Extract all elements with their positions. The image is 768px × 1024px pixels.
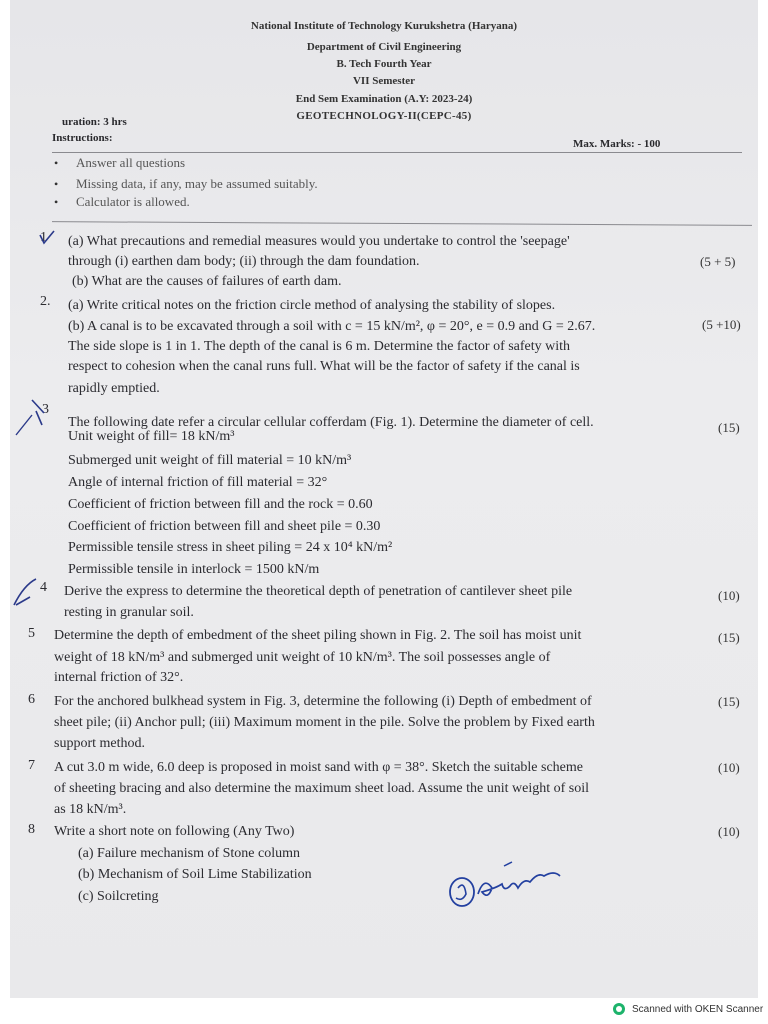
question-line: Permissible tensile stress in sheet piling = 24 x 10⁴ kN/m² [68, 540, 393, 555]
question-line: A cut 3.0 m wide, 6.0 deep is proposed in moist sand with φ = 38°. Sketch the suitable scheme [54, 760, 583, 775]
question-marks: (10) [718, 760, 740, 775]
question-line: Coefficient of friction between fill and the rock = 0.60 [68, 497, 373, 512]
question-number: 6 [28, 692, 35, 707]
question-line: (b) Mechanism of Soil Lime Stabilization [78, 867, 312, 882]
question-line: respect to cohesion when the canal runs full. What will be the factor of safety if the canal is [68, 359, 580, 374]
question-marks: (15) [718, 630, 740, 645]
question-marks: (10) [718, 824, 740, 839]
question-marks: (5 +10) [702, 317, 741, 332]
question-line: For the anchored bulkhead system in Fig. 3, determine the following (i) Depth of embedment of [54, 694, 592, 709]
question-line: Permissible tensile in interlock = 1500 kN/m [68, 562, 320, 577]
question-number: 4 [40, 580, 47, 595]
question-line: weight of 18 kN/m³ and submerged unit weight of 10 kN/m³. The soil possesses angle of [54, 650, 551, 665]
question-line: Derive the express to determine the theoretical depth of penetration of cantilever sheet pile [64, 584, 573, 599]
institute-name: National Institute of Technology Kurukshetra (Haryana) [250, 20, 518, 32]
instruction-item: • Missing data, if any, may be assumed suitably. [54, 176, 318, 191]
question-number: 8 [28, 822, 35, 837]
question-number: 2. [40, 294, 51, 309]
question-marks: (15) [718, 420, 740, 435]
question-number: 3 [42, 402, 49, 417]
question-line: (a) Failure mechanism of Stone column [78, 846, 300, 861]
scanner-watermark [612, 1002, 763, 1016]
question-number: 1 [40, 230, 47, 245]
instructions-heading: Instructions: [52, 132, 113, 144]
scanner-logo-icon [612, 1002, 626, 1016]
instruction-item: • Calculator is allowed. [54, 194, 190, 209]
question-line: sheet pile; (ii) Anchor pull; (iii) Maximum moment in the pile. Solve the problem by Fixed earth [54, 715, 595, 730]
question-line: The following date refer a circular cellular cofferdam (Fig. 1). Determine the diameter of cell. [68, 415, 594, 430]
question-line: Unit weight of fill= 18 kN/m³ [68, 429, 235, 444]
course-title: GEOTECHNOLOGY-II(CEPC-45) [296, 110, 472, 122]
question-line: (b) What are the causes of failures of earth dam. [72, 274, 342, 289]
question-line: internal friction of 32°. [54, 670, 184, 685]
question-line: (c) Soilcreting [78, 889, 159, 904]
instruction-item: • Answer all questions [54, 155, 186, 170]
question-line: (a) Write critical notes on the friction circle method of analysing the stability of slopes. [68, 298, 556, 313]
question-line: Determine the depth of embedment of the sheet piling shown in Fig. 2. The soil has moist unit [54, 628, 582, 643]
question-line: Submerged unit weight of fill material = 10 kN/m³ [68, 453, 352, 468]
question-line: as 18 kN/m³. [54, 802, 127, 817]
question-marks: (15) [718, 694, 740, 709]
exam-title: End Sem Examination (A.Y: 2023-24) [295, 93, 473, 105]
question-line: of sheeting bracing and also determine the maximum sheet load. Assume the unit weight of soil [54, 781, 589, 796]
question-line: (b) A canal is to be excavated through a soil with c = 15 kN/m², φ = 20°, e = 0.9 and G = 2.67. [68, 319, 596, 334]
question-line: (a) What precautions and remedial measures would you undertake to control the 'seepage' [68, 234, 570, 249]
question-number: 7 [28, 758, 35, 773]
pen-annotation-marks [10, 225, 70, 665]
department-name: Department of Civil Engineering [306, 41, 462, 53]
duration-label: uration: 3 hrs [62, 116, 127, 128]
question-marks: (5 + 5) [700, 254, 736, 269]
question-number: 5 [28, 626, 35, 641]
question-line: rapidly emptied. [68, 381, 160, 396]
signature-icon [444, 858, 566, 916]
question-line: support method. [54, 736, 145, 751]
semester-name: VII Semester [352, 75, 415, 87]
scanner-text: Scanned with OKEN Scanner [632, 1003, 764, 1015]
instruction-text: Answer all questions [76, 155, 186, 170]
instruction-text: Missing data, if any, may be assumed suitably. [76, 176, 318, 191]
divider [52, 221, 752, 226]
question-line: Angle of internal friction of fill material = 32° [68, 475, 328, 490]
max-marks-label: Max. Marks: - 100 [573, 138, 661, 150]
program-name: B. Tech Fourth Year [336, 58, 432, 70]
question-line: Coefficient of friction between fill and sheet pile = 0.30 [68, 519, 381, 534]
instruction-text: Calculator is allowed. [76, 194, 190, 209]
question-marks: (10) [718, 588, 740, 603]
divider [52, 152, 742, 153]
exam-paper [10, 0, 758, 998]
question-line: The side slope is 1 in 1. The depth of the canal is 6 m. Determine the factor of safety with [68, 339, 571, 354]
question-line: resting in granular soil. [64, 605, 194, 620]
question-line: through (i) earthen dam body; (ii) through the dam foundation. [68, 254, 420, 269]
question-line: Write a short note on following (Any Two) [54, 824, 295, 839]
